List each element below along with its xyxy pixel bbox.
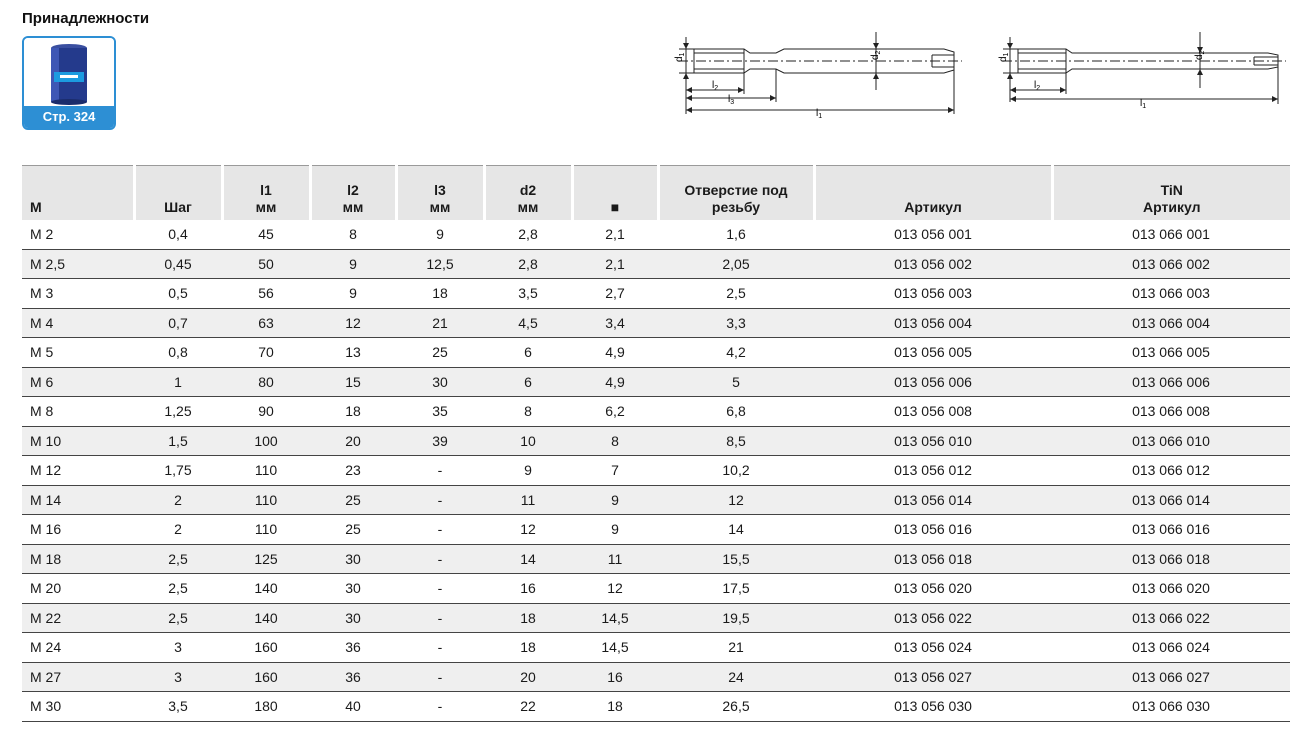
cell-size: M 10 bbox=[22, 426, 134, 456]
cell-l1: 80 bbox=[222, 367, 310, 397]
cell-pitch: 1,25 bbox=[134, 397, 222, 427]
col-header-square: ■ bbox=[572, 166, 658, 220]
cell-l3: - bbox=[396, 456, 484, 486]
cell-l2: 9 bbox=[310, 279, 396, 309]
cell-pitch: 0,45 bbox=[134, 249, 222, 279]
table-row bbox=[22, 574, 1290, 604]
cell-size: M 3 bbox=[22, 279, 134, 309]
cell-l1: 125 bbox=[222, 544, 310, 574]
accessories-page-link[interactable]: Стр. 324 bbox=[24, 106, 114, 128]
svg-text:l1: $l_1$ bbox=[816, 108, 823, 120]
cell-tin-article: 013 066 006 bbox=[1052, 367, 1290, 397]
cell-pitch: 0,8 bbox=[134, 338, 222, 368]
cell-size: M 24 bbox=[22, 633, 134, 663]
col-header-article: Артикул bbox=[814, 166, 1052, 220]
cell-hole: 2,5 bbox=[658, 279, 814, 309]
cell-pitch: 1,5 bbox=[134, 426, 222, 456]
cell-l3: - bbox=[396, 603, 484, 633]
cell-l2: 18 bbox=[310, 397, 396, 427]
cell-d2: 3,5 bbox=[484, 279, 572, 309]
table-row bbox=[22, 249, 1290, 279]
col-header-hole: Отверстие под резьбу bbox=[658, 166, 814, 220]
cell-l1: 50 bbox=[222, 249, 310, 279]
cell-size: M 22 bbox=[22, 603, 134, 633]
cell-l3: - bbox=[396, 692, 484, 722]
cell-square: 16 bbox=[572, 662, 658, 692]
cell-tin-article: 013 066 020 bbox=[1052, 574, 1290, 604]
cell-hole: 2,05 bbox=[658, 249, 814, 279]
table-row bbox=[22, 662, 1290, 692]
cell-l2: 23 bbox=[310, 456, 396, 486]
table-row bbox=[22, 308, 1290, 338]
cell-pitch: 0,4 bbox=[134, 220, 222, 250]
cell-l2: 20 bbox=[310, 426, 396, 456]
cell-size: M 14 bbox=[22, 485, 134, 515]
svg-text:d2: $d_2$ bbox=[870, 50, 882, 60]
svg-text:d1: $d_1$ bbox=[674, 52, 686, 62]
cell-size: M 8 bbox=[22, 397, 134, 427]
cell-hole: 1,6 bbox=[658, 220, 814, 250]
cell-square: 3,4 bbox=[572, 308, 658, 338]
cell-article: 013 056 010 bbox=[814, 426, 1052, 456]
col-header-l3: l3 мм bbox=[396, 166, 484, 220]
col-header-l1: l1 мм bbox=[222, 166, 310, 220]
cell-size: M 5 bbox=[22, 338, 134, 368]
cell-l2: 8 bbox=[310, 220, 396, 250]
cell-l1: 90 bbox=[222, 397, 310, 427]
table-row bbox=[22, 485, 1290, 515]
cell-article: 013 056 004 bbox=[814, 308, 1052, 338]
cell-l2: 40 bbox=[310, 692, 396, 722]
cell-article: 013 056 005 bbox=[814, 338, 1052, 368]
cell-pitch: 2 bbox=[134, 485, 222, 515]
cell-size: M 4 bbox=[22, 308, 134, 338]
cell-l2: 12 bbox=[310, 308, 396, 338]
cell-d2: 9 bbox=[484, 456, 572, 486]
cell-square: 2,1 bbox=[572, 249, 658, 279]
cell-tin-article: 013 066 001 bbox=[1052, 220, 1290, 250]
cell-l1: 56 bbox=[222, 279, 310, 309]
cell-size: M 16 bbox=[22, 515, 134, 545]
cell-l2: 30 bbox=[310, 603, 396, 633]
cell-size: M 2,5 bbox=[22, 249, 134, 279]
cell-d2: 6 bbox=[484, 338, 572, 368]
cell-l3: 39 bbox=[396, 426, 484, 456]
cell-d2: 16 bbox=[484, 574, 572, 604]
cell-hole: 26,5 bbox=[658, 692, 814, 722]
cell-tin-article: 013 066 027 bbox=[1052, 662, 1290, 692]
cell-pitch: 1,75 bbox=[134, 456, 222, 486]
cell-hole: 4,2 bbox=[658, 338, 814, 368]
cell-pitch: 1 bbox=[134, 367, 222, 397]
cell-article: 013 056 002 bbox=[814, 249, 1052, 279]
cell-l1: 45 bbox=[222, 220, 310, 250]
table-header-row bbox=[22, 166, 1290, 220]
cell-l3: 12,5 bbox=[396, 249, 484, 279]
cell-hole: 19,5 bbox=[658, 603, 814, 633]
cell-d2: 2,8 bbox=[484, 249, 572, 279]
col-header-d2: d2 мм bbox=[484, 166, 572, 220]
table-row bbox=[22, 426, 1290, 456]
cell-square: 9 bbox=[572, 515, 658, 545]
cell-d2: 18 bbox=[484, 633, 572, 663]
table-row bbox=[22, 456, 1290, 486]
cell-hole: 8,5 bbox=[658, 426, 814, 456]
cell-article: 013 056 003 bbox=[814, 279, 1052, 309]
cell-tin-article: 013 066 004 bbox=[1052, 308, 1290, 338]
cell-l3: 9 bbox=[396, 220, 484, 250]
cell-hole: 12 bbox=[658, 485, 814, 515]
accessories-card[interactable] bbox=[22, 36, 116, 130]
cell-pitch: 3 bbox=[134, 633, 222, 663]
cell-d2: 12 bbox=[484, 515, 572, 545]
cell-hole: 3,3 bbox=[658, 308, 814, 338]
col-header-l2: l2 мм bbox=[310, 166, 396, 220]
cell-tin-article: 013 066 005 bbox=[1052, 338, 1290, 368]
cell-size: M 30 bbox=[22, 692, 134, 722]
cell-square: 12 bbox=[572, 574, 658, 604]
cell-l1: 140 bbox=[222, 603, 310, 633]
cell-l3: - bbox=[396, 515, 484, 545]
cell-l3: - bbox=[396, 544, 484, 574]
svg-text:l1: $l_1$ bbox=[1140, 98, 1147, 110]
cell-tin-article: 013 066 010 bbox=[1052, 426, 1290, 456]
cell-tin-article: 013 066 016 bbox=[1052, 515, 1290, 545]
table-row bbox=[22, 544, 1290, 574]
cell-size: M 20 bbox=[22, 574, 134, 604]
cell-pitch: 0,5 bbox=[134, 279, 222, 309]
cell-square: 7 bbox=[572, 456, 658, 486]
cell-tin-article: 013 066 014 bbox=[1052, 485, 1290, 515]
cell-d2: 4,5 bbox=[484, 308, 572, 338]
cell-article: 013 056 012 bbox=[814, 456, 1052, 486]
cell-l3: - bbox=[396, 574, 484, 604]
cell-square: 11 bbox=[572, 544, 658, 574]
cell-l1: 100 bbox=[222, 426, 310, 456]
col-header-tin-article: TiN Артикул bbox=[1052, 166, 1290, 220]
cell-hole: 10,2 bbox=[658, 456, 814, 486]
cell-tin-article: 013 066 012 bbox=[1052, 456, 1290, 486]
cell-d2: 6 bbox=[484, 367, 572, 397]
cell-article: 013 056 006 bbox=[814, 367, 1052, 397]
table-row bbox=[22, 692, 1290, 722]
cell-square: 9 bbox=[572, 485, 658, 515]
cell-square: 18 bbox=[572, 692, 658, 722]
cell-hole: 5 bbox=[658, 367, 814, 397]
cell-d2: 14 bbox=[484, 544, 572, 574]
cell-square: 14,5 bbox=[572, 633, 658, 663]
cell-l1: 110 bbox=[222, 485, 310, 515]
cell-hole: 14 bbox=[658, 515, 814, 545]
cell-l3: 21 bbox=[396, 308, 484, 338]
cell-d2: 20 bbox=[484, 662, 572, 692]
cell-l3: 30 bbox=[396, 367, 484, 397]
cell-l3: 35 bbox=[396, 397, 484, 427]
cell-l2: 30 bbox=[310, 544, 396, 574]
cell-l1: 160 bbox=[222, 633, 310, 663]
cell-l3: - bbox=[396, 633, 484, 663]
cell-l1: 160 bbox=[222, 662, 310, 692]
cell-pitch: 3 bbox=[134, 662, 222, 692]
cell-d2: 2,8 bbox=[484, 220, 572, 250]
cell-l2: 25 bbox=[310, 485, 396, 515]
cell-size: M 6 bbox=[22, 367, 134, 397]
cell-l1: 70 bbox=[222, 338, 310, 368]
cell-l3: 18 bbox=[396, 279, 484, 309]
cell-pitch: 2,5 bbox=[134, 603, 222, 633]
cell-tin-article: 013 066 018 bbox=[1052, 544, 1290, 574]
cell-square: 4,9 bbox=[572, 367, 658, 397]
cell-article: 013 056 020 bbox=[814, 574, 1052, 604]
cell-l1: 140 bbox=[222, 574, 310, 604]
cell-hole: 17,5 bbox=[658, 574, 814, 604]
svg-text:l2: $l_2$ bbox=[1034, 80, 1041, 92]
cell-pitch: 2 bbox=[134, 515, 222, 545]
accessories-title: Принадлежности bbox=[22, 10, 150, 27]
cell-l1: 63 bbox=[222, 308, 310, 338]
cell-l2: 36 bbox=[310, 662, 396, 692]
table-row bbox=[22, 633, 1290, 663]
cell-l2: 30 bbox=[310, 574, 396, 604]
cell-d2: 22 bbox=[484, 692, 572, 722]
cell-article: 013 056 008 bbox=[814, 397, 1052, 427]
cell-article: 013 056 027 bbox=[814, 662, 1052, 692]
cell-hole: 15,5 bbox=[658, 544, 814, 574]
cell-tin-article: 013 066 003 bbox=[1052, 279, 1290, 309]
cell-hole: 6,8 bbox=[658, 397, 814, 427]
spec-table bbox=[22, 165, 1290, 722]
cell-l1: 180 bbox=[222, 692, 310, 722]
cell-l2: 25 bbox=[310, 515, 396, 545]
cell-article: 013 056 001 bbox=[814, 220, 1052, 250]
table-row bbox=[22, 279, 1290, 309]
cell-l3: - bbox=[396, 662, 484, 692]
table-row bbox=[22, 603, 1290, 633]
table-row bbox=[22, 397, 1290, 427]
cell-size: M 18 bbox=[22, 544, 134, 574]
cell-d2: 11 bbox=[484, 485, 572, 515]
svg-text:l2: $l_2$ bbox=[712, 80, 719, 92]
cell-d2: 8 bbox=[484, 397, 572, 427]
table-row bbox=[22, 220, 1290, 250]
cell-l2: 9 bbox=[310, 249, 396, 279]
table-row bbox=[22, 367, 1290, 397]
svg-text:d2: $d_2$ bbox=[1194, 50, 1206, 60]
cell-l3: 25 bbox=[396, 338, 484, 368]
cell-tin-article: 013 066 022 bbox=[1052, 603, 1290, 633]
cell-l1: 110 bbox=[222, 515, 310, 545]
cell-pitch: 2,5 bbox=[134, 544, 222, 574]
cell-square: 4,9 bbox=[572, 338, 658, 368]
cell-tin-article: 013 066 008 bbox=[1052, 397, 1290, 427]
cell-article: 013 056 018 bbox=[814, 544, 1052, 574]
tap-diagram-left bbox=[664, 24, 964, 129]
cell-hole: 21 bbox=[658, 633, 814, 663]
cell-l2: 15 bbox=[310, 367, 396, 397]
cell-tin-article: 013 066 030 bbox=[1052, 692, 1290, 722]
cell-l2: 36 bbox=[310, 633, 396, 663]
cell-article: 013 056 022 bbox=[814, 603, 1052, 633]
cell-square: 2,1 bbox=[572, 220, 658, 250]
svg-text:l3: $l_3$ bbox=[728, 94, 735, 106]
cell-square: 2,7 bbox=[572, 279, 658, 309]
cell-pitch: 0,7 bbox=[134, 308, 222, 338]
cell-d2: 18 bbox=[484, 603, 572, 633]
cell-article: 013 056 014 bbox=[814, 485, 1052, 515]
cell-square: 8 bbox=[572, 426, 658, 456]
cell-article: 013 056 030 bbox=[814, 692, 1052, 722]
cell-article: 013 056 024 bbox=[814, 633, 1052, 663]
cell-size: M 12 bbox=[22, 456, 134, 486]
col-header-pitch: Шаг bbox=[134, 166, 222, 220]
cell-l2: 13 bbox=[310, 338, 396, 368]
cell-article: 013 056 016 bbox=[814, 515, 1052, 545]
cell-l1: 110 bbox=[222, 456, 310, 486]
cell-hole: 24 bbox=[658, 662, 814, 692]
table-row bbox=[22, 338, 1290, 368]
cell-square: 6,2 bbox=[572, 397, 658, 427]
cell-size: M 27 bbox=[22, 662, 134, 692]
cell-pitch: 3,5 bbox=[134, 692, 222, 722]
tap-diagram-right bbox=[988, 24, 1288, 119]
cell-tin-article: 013 066 024 bbox=[1052, 633, 1290, 663]
cell-size: M 2 bbox=[22, 220, 134, 250]
cell-square: 14,5 bbox=[572, 603, 658, 633]
cell-tin-article: 013 066 002 bbox=[1052, 249, 1290, 279]
cell-l3: - bbox=[396, 485, 484, 515]
cell-d2: 10 bbox=[484, 426, 572, 456]
oil-can-icon bbox=[24, 38, 114, 110]
col-header-m: M bbox=[22, 166, 134, 220]
table-row bbox=[22, 515, 1290, 545]
cell-pitch: 2,5 bbox=[134, 574, 222, 604]
svg-text:d1: $d_1$ bbox=[998, 52, 1010, 62]
